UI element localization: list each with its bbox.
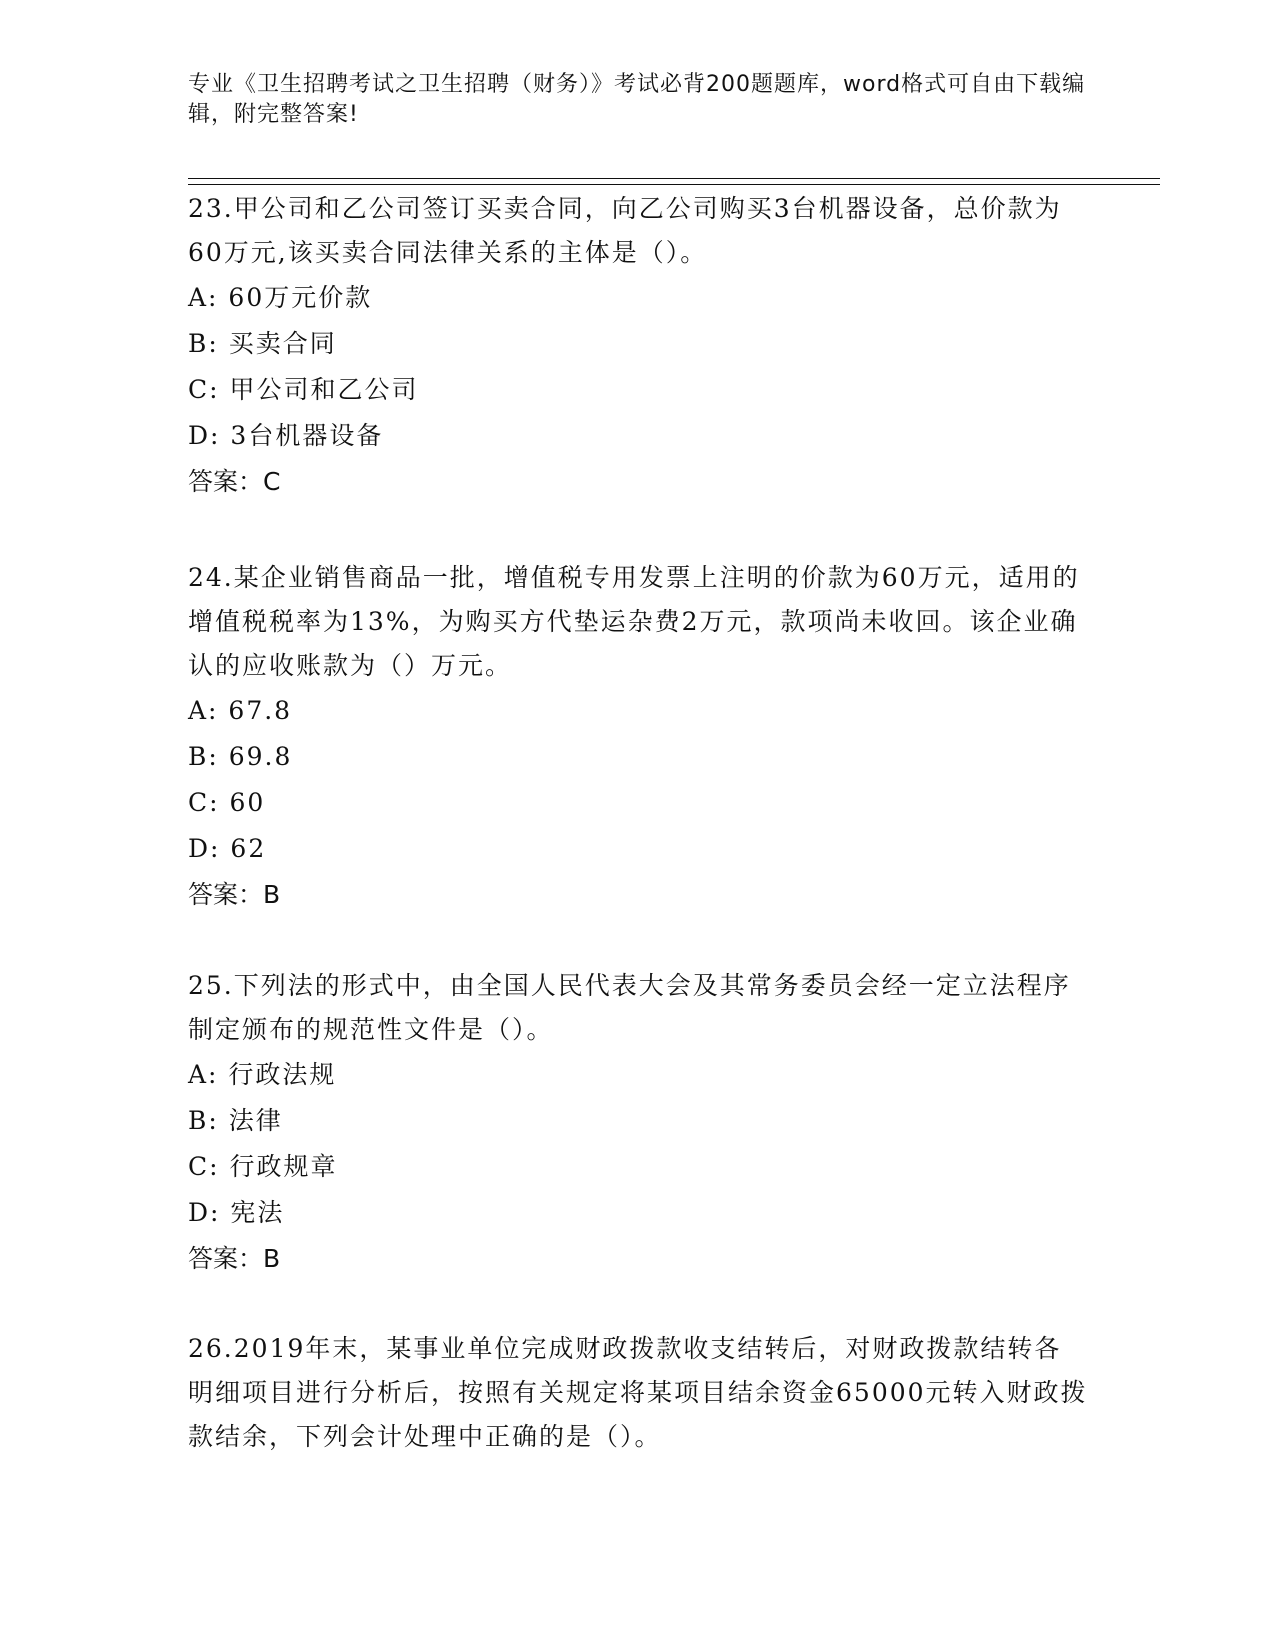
option-c: C: 甲公司和乙公司 [188, 375, 419, 404]
option-d: D: 宪法 [188, 1198, 285, 1227]
option-b: B: 法律 [188, 1106, 283, 1135]
answer: 答案：B [188, 880, 281, 909]
answer: 答案：C [188, 467, 281, 496]
question-text: 25.下列法的形式中，由全国人民代表大会及其常务委员会经一定立法程序制定颁布的规范性文件是（）。 [188, 971, 1071, 1044]
question-text: 24.某企业销售商品一批，增值税专用发票上注明的价款为60万元，适用的增值税税率为13%，为购买方代垫运杂费2万元，款项尚未收回。该企业确认的应收账款为（）万元。 [188, 563, 1080, 680]
option-d: D: 62 [188, 834, 267, 863]
option-a: A: 67.8 [188, 696, 293, 725]
question-text: 26.2019年末，某事业单位完成财政拨款收支结转后，对财政拨款结转各明细项目进行分析后，按照有关规定将某项目结余资金65000元转入财政拨款结余，下列会计处理中正确的是（）。 [188, 1334, 1088, 1451]
option-b: B: 买卖合同 [188, 329, 337, 358]
option-a: A: 60万元价款 [188, 283, 373, 312]
question-25 [188, 964, 1088, 1282]
option-c: C: 60 [188, 788, 266, 817]
answer: 答案：B [188, 1244, 281, 1273]
question-23 [188, 187, 1088, 505]
question-26 [188, 1327, 1088, 1459]
question-24 [188, 556, 1088, 918]
option-a: A: 行政法规 [188, 1060, 337, 1089]
document-header: 专业《卫生招聘考试之卫生招聘（财务）》考试必背200题题库，word格式可自由下载编辑，附完整答案! [188, 72, 1086, 127]
header-divider-top [188, 178, 1160, 179]
question-text: 23.甲公司和乙公司签订买卖合同，向乙公司购买3台机器设备，总价款为60万元,该买卖合同法律关系的主体是（）。 [188, 194, 1062, 267]
option-b: B: 69.8 [188, 742, 293, 771]
header-divider-bottom [188, 184, 1160, 185]
option-c: C: 行政规章 [188, 1152, 338, 1181]
option-d: D: 3台机器设备 [188, 421, 384, 450]
